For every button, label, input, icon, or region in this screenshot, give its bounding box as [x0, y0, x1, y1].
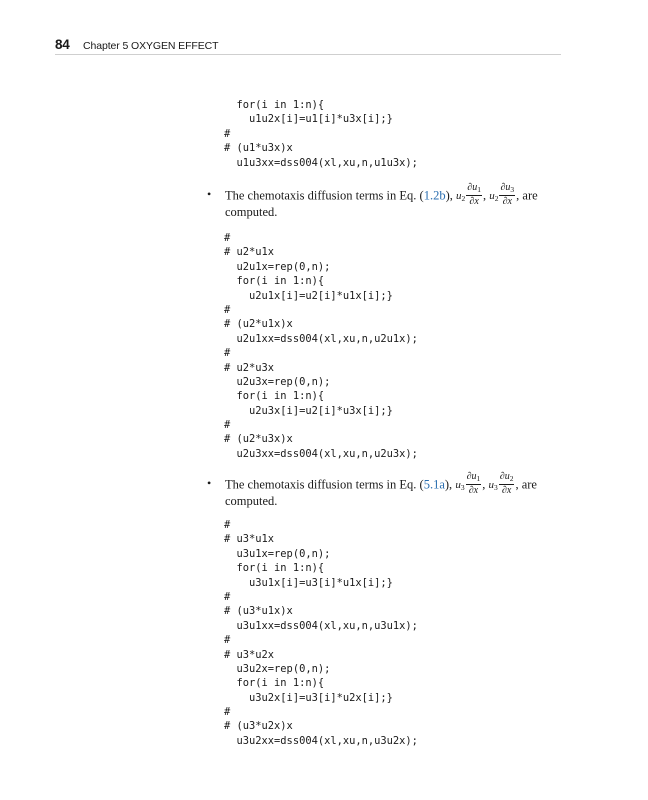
- code-line: # u3*u2x: [224, 648, 275, 661]
- code-line: #: [224, 303, 231, 316]
- code-line: u3u1xx=dss004(xl,xu,n,u3u1x);: [224, 619, 418, 632]
- bullet-text-after-ref: ),: [444, 477, 456, 492]
- code-block-1: [224, 98, 418, 170]
- code-line: # (u1*u3x)x: [224, 142, 293, 155]
- code-line: u2u1xx=dss004(xl,xu,n,u2u1x);: [224, 332, 418, 345]
- math-coefficient: $u_2$: [456, 190, 466, 204]
- code-line: u1u2x[i]=u1[i]*u3x[i];}: [224, 113, 393, 126]
- chapter-title: Chapter 5 OXYGEN EFFECT: [83, 40, 219, 52]
- bullet-dot: •: [207, 187, 212, 201]
- bullet-text: The chemotaxis diffusion terms in Eq. (5.1a), $u_3$ $\frac{\partial u_1}{\partial x}$ , $u_3$ $\frac{\partial u_2}{\partial x}$ , are: [225, 471, 537, 496]
- page-number: 84: [55, 37, 70, 52]
- bullet-dot: •: [207, 476, 212, 490]
- code-line: for(i in 1:n){: [224, 677, 325, 690]
- bullet-text: The chemotaxis diffusion terms in Eq. (1.2b), $u_2$ $\frac{\partial u_1}{\partial x}$ , $u_2$ $\frac{\partial u_3}{\partial x}$ , are: [225, 182, 538, 207]
- code-line: for(i in 1:n){: [224, 562, 325, 575]
- code-line: u2u3xx=dss004(xl,xu,n,u2u3x);: [224, 447, 418, 460]
- math-coefficient: $u_3$: [455, 479, 465, 493]
- code-line: #: [224, 634, 231, 647]
- bullet-text-before: The chemotaxis diffusion terms in Eq. (: [225, 188, 424, 203]
- math-fraction: $\frac{\partial u_1}{\partial x}$: [466, 471, 481, 496]
- code-line: # (u3*u1x)x: [224, 605, 293, 618]
- code-line: #: [224, 519, 231, 531]
- code-block-3: [224, 518, 418, 748]
- code-line: #: [224, 232, 231, 244]
- code-line: u2u3x=rep(0,n);: [224, 375, 331, 388]
- math-coefficient: $u_3$: [488, 479, 498, 493]
- math-fraction: $\frac{\partial u_1}{\partial x}$: [467, 182, 481, 207]
- bullet-text-end: , are: [515, 477, 537, 492]
- code-line: #: [224, 127, 231, 140]
- code-line: # (u2*u3x)x: [224, 433, 293, 446]
- bullet-text-end: , are: [516, 188, 538, 203]
- code-block-2: [224, 231, 418, 461]
- math-coefficient: $u_2$: [489, 190, 499, 204]
- bullet-text-after-ref: ),: [445, 188, 456, 203]
- bullet-text-line2: computed.: [225, 494, 278, 508]
- code-line: u3u2x=rep(0,n);: [224, 662, 331, 675]
- code-line: # (u2*u1x)x: [224, 318, 293, 331]
- equation-reference-link[interactable]: 5.1a: [423, 477, 445, 492]
- bullet-text-line2: computed.: [225, 205, 278, 219]
- code-line: u2u1x=rep(0,n);: [224, 260, 331, 273]
- code-line: #: [224, 347, 231, 360]
- code-line: #: [224, 590, 231, 603]
- equation-reference-link[interactable]: 1.2b: [423, 188, 446, 203]
- code-line: # u2*u3x: [224, 361, 275, 374]
- code-line: u1u3xx=dss004(xl,xu,n,u1u3x);: [224, 156, 418, 169]
- code-line: u3u1x[i]=u3[i]*u1x[i];}: [224, 576, 393, 589]
- code-line: # (u3*u2x)x: [224, 720, 293, 733]
- code-line: #: [224, 706, 231, 719]
- math-fraction: $\frac{\partial u_3}{\partial x}$: [500, 182, 515, 207]
- code-line: #: [224, 419, 231, 432]
- code-line: u2u3x[i]=u2[i]*u3x[i];}: [224, 404, 393, 417]
- code-line: for(i in 1:n){: [224, 390, 325, 403]
- code-line: # u3*u1x: [224, 533, 275, 546]
- code-line: u2u1x[i]=u2[i]*u1x[i];}: [224, 289, 393, 302]
- math-fraction: $\frac{\partial u_2}{\partial x}$: [499, 471, 514, 496]
- code-line: u3u1x=rep(0,n);: [224, 547, 331, 560]
- code-line: u3u2xx=dss004(xl,xu,n,u3u2x);: [224, 734, 418, 747]
- page-header: [55, 36, 561, 55]
- code-line: u3u2x[i]=u3[i]*u2x[i];}: [224, 691, 393, 704]
- code-line: # u2*u1x: [224, 246, 275, 259]
- code-line: for(i in 1:n){: [224, 275, 325, 288]
- code-line: for(i in 1:n){: [224, 99, 325, 111]
- bullet-text-before: The chemotaxis diffusion terms in Eq. (: [225, 477, 424, 492]
